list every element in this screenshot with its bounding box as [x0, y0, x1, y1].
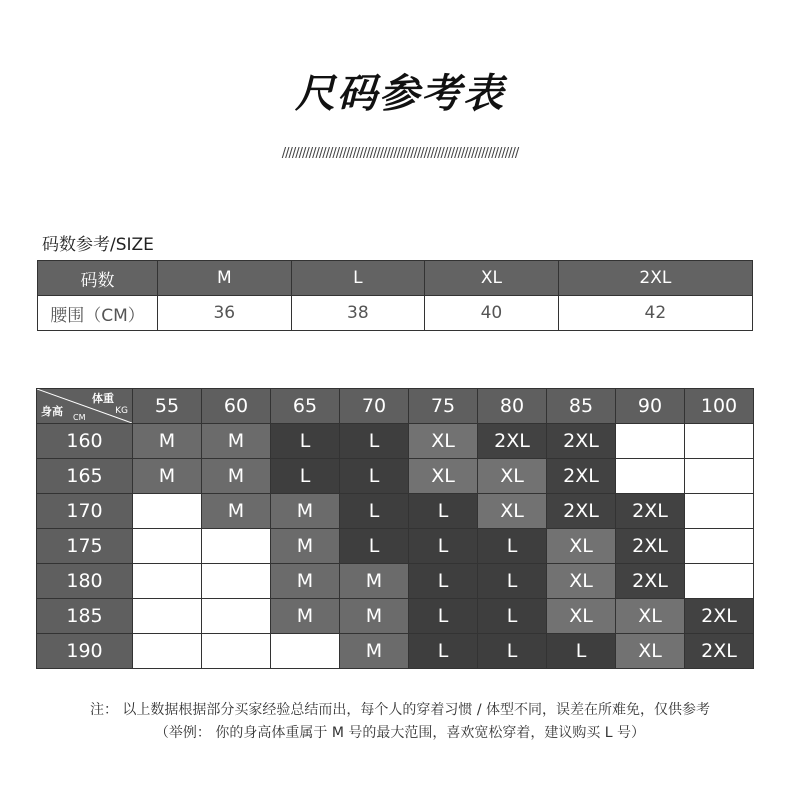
waist-row: [38, 296, 753, 331]
size-cell: L: [409, 494, 478, 529]
size-cell: L: [478, 599, 547, 634]
empty-cell: [133, 494, 202, 529]
weight-header-cell: 55: [133, 389, 202, 424]
size-header-cell: L: [291, 261, 425, 296]
size-cell: M: [133, 459, 202, 494]
waist-label: 腰围（CM）: [38, 296, 158, 331]
size-cell: M: [271, 494, 340, 529]
height-row: [37, 459, 754, 494]
height-label-cell: 175: [37, 529, 133, 564]
size-cell: M: [271, 564, 340, 599]
empty-cell: [202, 599, 271, 634]
height-row: [37, 634, 754, 669]
height-row: [37, 564, 754, 599]
weight-header-cell: 90: [616, 389, 685, 424]
size-cell: XL: [547, 564, 616, 599]
empty-cell: [685, 494, 754, 529]
size-cell: L: [340, 529, 409, 564]
size-header-cell: 2XL: [558, 261, 752, 296]
weight-header-cell: 85: [547, 389, 616, 424]
size-section-caption: 码数参考/SIZE: [42, 235, 154, 255]
empty-cell: [133, 599, 202, 634]
height-label-cell: 185: [37, 599, 133, 634]
height-label-cell: 180: [37, 564, 133, 599]
waist-value: 38: [291, 296, 425, 331]
waist-size-table: [37, 260, 753, 331]
note-line-2: （举例： 你的身高体重属于 M 号的最大范围，喜欢宽松穿着，建议购买 L 号）: [154, 725, 646, 741]
empty-cell: [133, 564, 202, 599]
size-cell: 2XL: [685, 634, 754, 669]
height-label-cell: 190: [37, 634, 133, 669]
chart-corner-cell: [37, 389, 133, 424]
size-cell: 2XL: [478, 424, 547, 459]
size-cell: XL: [409, 459, 478, 494]
size-cell: 2XL: [616, 494, 685, 529]
waist-value: 40: [425, 296, 559, 331]
note-line-1: 注： 以上数据根据部分买家经验总结而出，每个人的穿着习惯 / 体型不同，误差在所难免，仅供参考: [89, 702, 711, 718]
size-cell: XL: [409, 424, 478, 459]
size-cell: XL: [478, 459, 547, 494]
size-cell: L: [547, 634, 616, 669]
height-label-cell: 160: [37, 424, 133, 459]
size-cell: XL: [616, 634, 685, 669]
height-row: [37, 529, 754, 564]
empty-cell: [685, 459, 754, 494]
weight-header-cell: 70: [340, 389, 409, 424]
empty-cell: [685, 424, 754, 459]
size-cell: M: [202, 494, 271, 529]
size-cell: M: [340, 634, 409, 669]
empty-cell: [133, 529, 202, 564]
size-cell: XL: [547, 599, 616, 634]
weight-header-cell: 60: [202, 389, 271, 424]
size-header-label: 码数: [38, 261, 158, 296]
size-cell: L: [409, 599, 478, 634]
empty-cell: [616, 424, 685, 459]
height-row: [37, 424, 754, 459]
size-cell: 2XL: [547, 459, 616, 494]
size-cell: L: [340, 459, 409, 494]
size-cell: XL: [478, 494, 547, 529]
page-title: 尺码参考表: [295, 71, 505, 117]
height-label-cell: 170: [37, 494, 133, 529]
height-row: [37, 599, 754, 634]
height-label-cell: 165: [37, 459, 133, 494]
weight-label: 体重: [92, 392, 114, 405]
size-cell: M: [133, 424, 202, 459]
size-cell: 2XL: [547, 424, 616, 459]
weight-header-cell: 65: [271, 389, 340, 424]
size-cell: L: [340, 424, 409, 459]
size-cell: M: [340, 564, 409, 599]
kg-unit-label: KG: [115, 406, 128, 416]
size-cell: L: [340, 494, 409, 529]
empty-cell: [616, 459, 685, 494]
empty-cell: [202, 634, 271, 669]
size-cell: M: [202, 424, 271, 459]
size-cell: L: [271, 424, 340, 459]
empty-cell: [202, 529, 271, 564]
size-cell: M: [271, 529, 340, 564]
size-cell: L: [409, 529, 478, 564]
weight-header-cell: 100: [685, 389, 754, 424]
size-cell: 2XL: [547, 494, 616, 529]
weight-header-row: [37, 389, 754, 424]
empty-cell: [133, 634, 202, 669]
empty-cell: [685, 564, 754, 599]
size-cell: M: [340, 599, 409, 634]
empty-cell: [271, 634, 340, 669]
size-cell: L: [409, 634, 478, 669]
size-cell: L: [478, 564, 547, 599]
empty-cell: [685, 529, 754, 564]
size-cell: L: [478, 634, 547, 669]
size-header-cell: M: [158, 261, 292, 296]
size-cell: M: [271, 599, 340, 634]
size-cell: 2XL: [685, 599, 754, 634]
size-cell: 2XL: [616, 529, 685, 564]
empty-cell: [202, 564, 271, 599]
size-cell: 2XL: [616, 564, 685, 599]
size-header-row: [38, 261, 753, 296]
height-weight-size-chart: [36, 388, 754, 669]
weight-header-cell: 80: [478, 389, 547, 424]
size-cell: M: [202, 459, 271, 494]
weight-header-cell: 75: [409, 389, 478, 424]
size-cell: XL: [616, 599, 685, 634]
height-label: 身高: [41, 405, 63, 418]
size-cell: L: [271, 459, 340, 494]
height-row: [37, 494, 754, 529]
waist-value: 42: [558, 296, 752, 331]
size-cell: L: [478, 529, 547, 564]
cm-unit-label: CM: [73, 413, 86, 422]
waist-value: 36: [158, 296, 292, 331]
size-cell: L: [409, 564, 478, 599]
size-header-cell: XL: [425, 261, 559, 296]
size-cell: XL: [547, 529, 616, 564]
decorative-divider: //////////////////////////////////////////////////////////////////////: [281, 146, 519, 161]
